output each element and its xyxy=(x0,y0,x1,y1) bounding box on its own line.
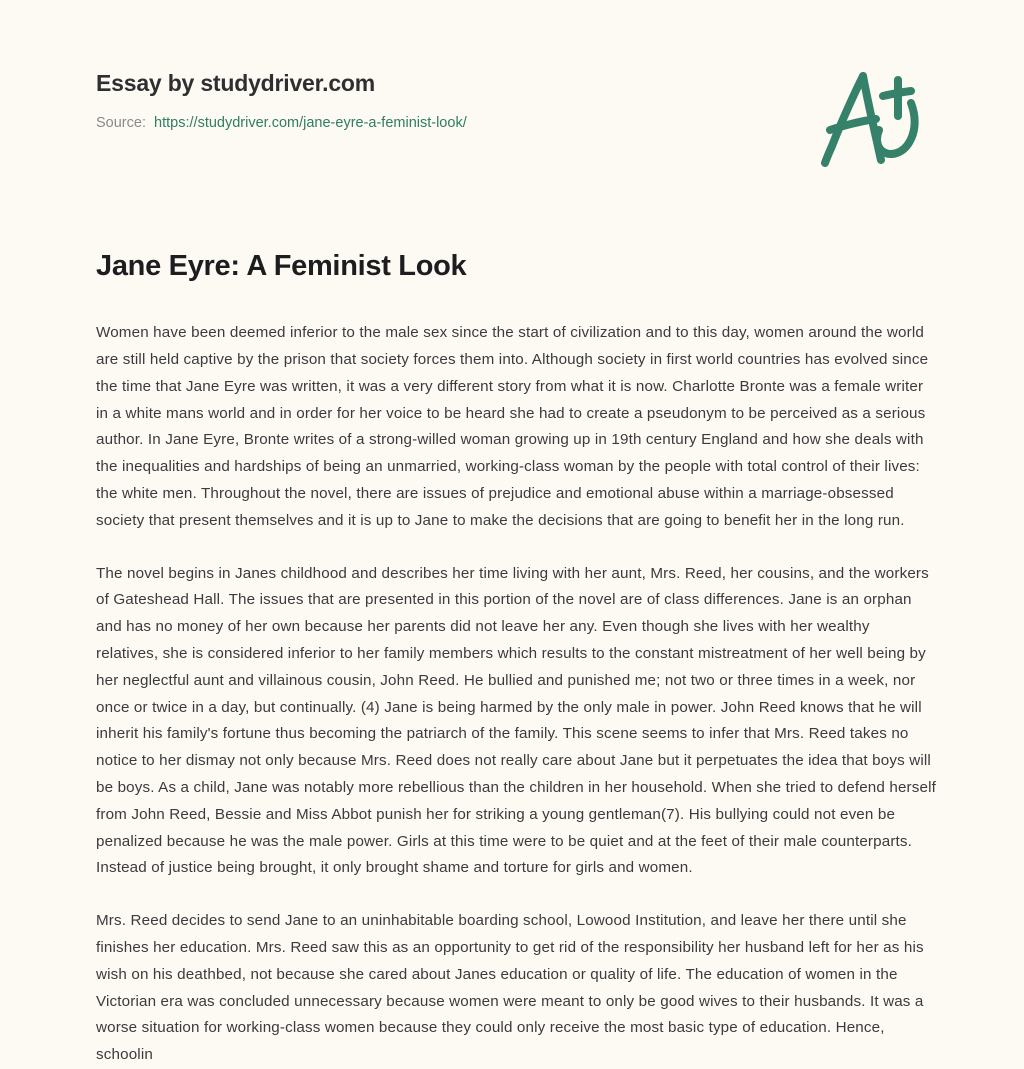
article-paragraph: Women have been deemed inferior to the male sex since the start of civilization and to this day, women around the world are still held captive by the prison that society forces them into. Although society in first world countries has evolved since the time that Jane Eyre was written, it was a very different story from what it is now. Charlotte Bronte was a female writer in a white mans world and in order for her voice to be heard she had to create a pseudonym to be perceived as a serious author. In Jane Eyre, Bronte writes of a strong-willed woman growing up in 19th century England and how she deals with the inequalities and hardships of being an unmarried, working-class woman by the people with total control of their lives: the white men. Throughout the novel, there are issues of prejudice and emotional abuse within a marriage-obsessed society that present themselves and it is up to Jane to make the decisions that are going to benefit her in the long run. xyxy=(96,324,929,529)
article-body xyxy=(96,320,936,1069)
article-paragraph: The novel begins in Janes childhood and describes her time living with her aunt, Mrs. Reed, her cousins, and the workers of Gateshead Hall. The issues that are presented in this portion of the novel are of class differences. Jane is an orphan and has no money of her own because her parents did not leave her any. Even though she lives with her wealthy relatives, she is considered inferior to her family members which results to the constant mistreatment of her well being by her neglectful aunt and villainous cousin, John Reed. He bullied and punished me; not two or three times in a week, nor once or twice in a day, but continually. (4) Jane is being harmed by the only male in power. John Reed knows that he will inherit his family's fortune thus becoming the patriarch of the family. This scene seems to infer that Mrs. Reed takes no notice to her dismay not only because Mrs. Reed does not really care about Jane but it perpetuates the idea that boys will be boys. As a child, Jane was notably more rebellious than the children in her household. When she tried to defend herself from John Reed, Bessie and Miss Abbot punish her for striking a young gentleman(7). His bullying could not even be penalized because he was the male power. Girls at this time were to be quiet and at the feet of their male counterparts. Instead of justice being brought, it only brought shame and torture for girls and women. xyxy=(96,564,937,877)
studydriver-logo[interactable] xyxy=(806,58,930,178)
document-header xyxy=(0,0,1024,200)
source-url-link[interactable]: https://studydriver.com/jane-eyre-a-feminist-look/ xyxy=(154,114,467,131)
article xyxy=(96,248,936,1069)
article-paragraph: Mrs. Reed decides to send Jane to an uninhabitable boarding school, Lowood Institution, and leave her there until she finishes her education. Mrs. Reed saw this as an opportunity to get rid of the responsibility her husband left for her as his wish on his deathbed, not because she cared about Janes education or quality of life. The education of women in the Victorian era was concluded unnecessary because women were meant to only be good wives to their husbands. It was a worse situation for working-class women because they could only receive the most basic type of education. Hence, schoolin xyxy=(96,912,924,1064)
brand-title: Essay by studydriver.com xyxy=(96,70,376,96)
source-line xyxy=(96,114,796,133)
article-title: Jane Eyre: A Feminist Look xyxy=(96,250,467,282)
source-label: Source: xyxy=(96,114,146,131)
brand-block xyxy=(96,70,796,132)
a-plus-logo-icon xyxy=(806,58,930,178)
